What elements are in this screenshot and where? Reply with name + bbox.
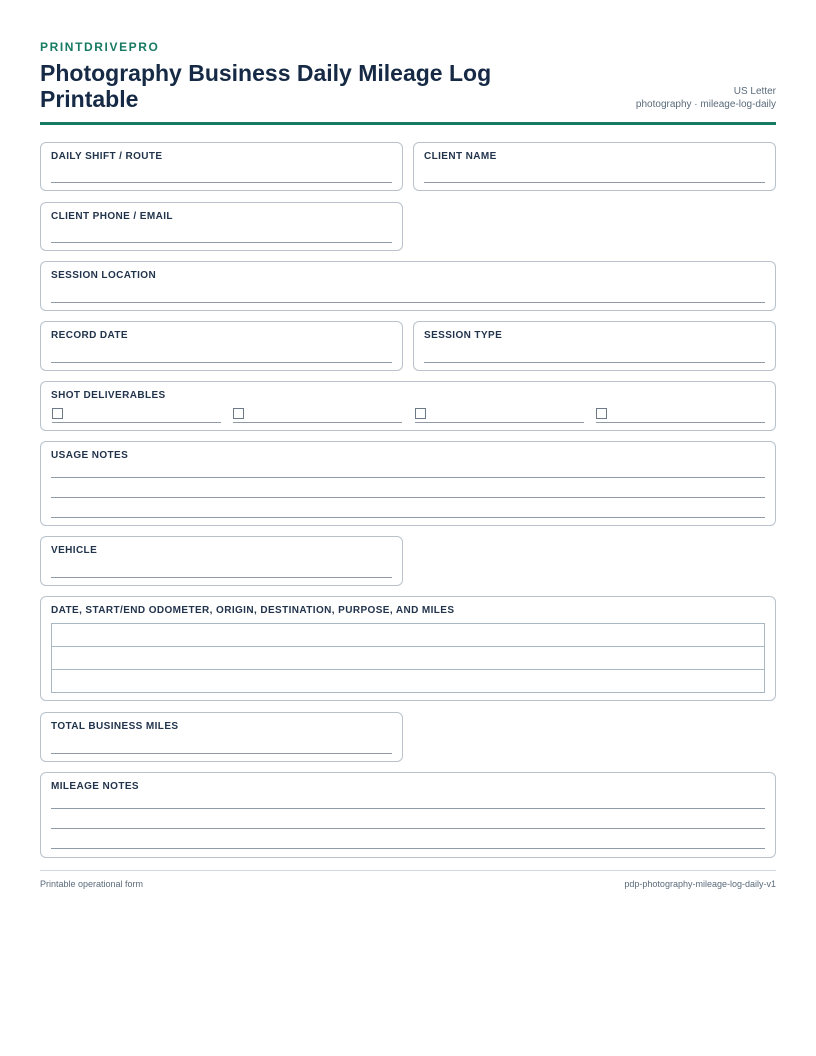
page-meta [636,85,776,111]
deliverable-item [52,408,221,423]
table-cell[interactable] [52,670,765,693]
client-contact-field [40,202,403,251]
write-line[interactable] [51,517,765,518]
daily-shift-route-field [40,142,403,191]
field-label: SESSION TYPE [424,330,503,341]
table-cell[interactable] [52,624,765,647]
mileage-notes-field [40,772,776,858]
field-label: TOTAL BUSINESS MILES [51,721,179,732]
header-divider [40,122,776,125]
field-label: MILEAGE NOTES [51,781,139,792]
session-type-field [413,321,776,371]
field-label: SESSION LOCATION [51,270,157,281]
field-label: VEHICLE [51,545,98,556]
write-line[interactable] [51,302,765,303]
field-label: USAGE NOTES [51,450,129,461]
deliverable-checkbox[interactable] [596,408,607,419]
write-line[interactable] [596,422,765,423]
deliverable-item [415,408,584,423]
form-id: pdp-photography-mileage-log-daily-v1 [624,879,776,889]
paper-size: US Letter [733,86,776,97]
session-location-field [40,261,776,311]
write-line[interactable] [51,182,392,183]
write-line[interactable] [51,477,765,478]
field-label: DATE, START/END ODOMETER, ORIGIN, DESTINATION, PURPOSE, AND MILES [51,605,455,616]
deliverable-checkbox[interactable] [415,408,426,419]
field-label: DAILY SHIFT / ROUTE [51,151,163,162]
write-line[interactable] [51,808,765,809]
write-line[interactable] [51,242,392,243]
deliverable-checkbox[interactable] [52,408,63,419]
write-line[interactable] [424,182,765,183]
shot-deliverables-field [40,381,776,431]
table-row [52,670,765,693]
form-slug: photography · mileage-log-daily [635,99,776,110]
write-line[interactable] [415,422,584,423]
table-row [52,647,765,670]
usage-notes-field [40,441,776,526]
field-label: CLIENT NAME [424,151,497,162]
write-line[interactable] [51,848,765,849]
write-line[interactable] [51,753,392,754]
trip-log-table [51,623,765,693]
client-name-field [413,142,776,191]
write-line[interactable] [51,828,765,829]
deliverable-item [596,408,765,423]
write-line[interactable] [424,362,765,363]
record-date-field [40,321,403,371]
brand-logo-text: PRINTDRIVEPRO [40,40,160,54]
write-line[interactable] [52,422,221,423]
write-line[interactable] [233,422,402,423]
write-line[interactable] [51,362,392,363]
field-label: RECORD DATE [51,330,128,341]
page-title: Photography Business Daily Mileage Log Printable [40,60,492,112]
deliverable-checkbox[interactable] [233,408,244,419]
table-cell[interactable] [52,647,765,670]
field-label: SHOT DELIVERABLES [51,390,166,401]
deliverable-item [233,408,402,423]
table-row [52,624,765,647]
total-business-miles-field [40,712,403,762]
write-line[interactable] [51,577,392,578]
footer-divider [40,870,776,871]
field-label: CLIENT PHONE / EMAIL [51,211,173,222]
footer-description: Printable operational form [40,879,144,889]
vehicle-field [40,536,403,586]
trip-log-field [40,596,776,701]
write-line[interactable] [51,497,765,498]
